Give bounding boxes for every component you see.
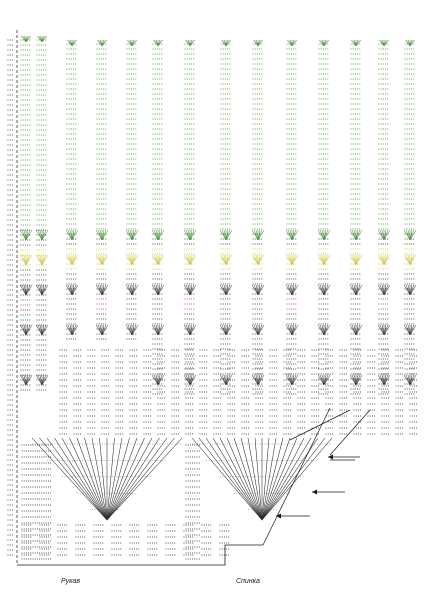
arrow-2 (312, 490, 345, 495)
left-row-markers (7, 39, 13, 555)
back-label: Спинка (236, 578, 260, 585)
lower-stitch-field (59, 349, 417, 434)
diagonal-guides (263, 408, 370, 545)
sleeve-label: Рукав (61, 578, 81, 585)
fan-motif-sleeve (32, 438, 182, 520)
upper-columns (20, 36, 416, 395)
arrow-1 (328, 455, 360, 460)
arrow-3 (276, 514, 310, 519)
lower-rows (21, 444, 229, 559)
fan-motif-back (192, 438, 332, 520)
